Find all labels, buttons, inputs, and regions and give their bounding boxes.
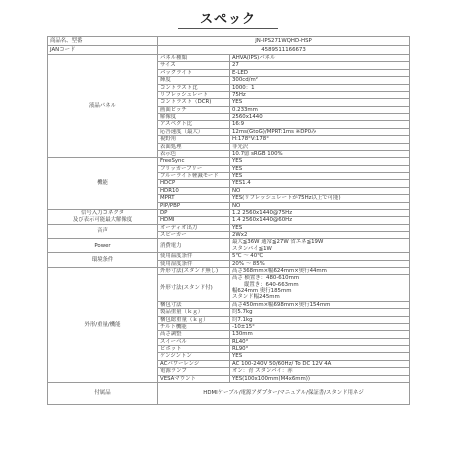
spec-value: YES: [230, 165, 410, 172]
spec-item: オーディオ出力: [158, 224, 230, 231]
stand-dim-line: 幅624mm 奥行185mm: [232, 288, 292, 294]
spec-value: 10.7億 sRGB 100%: [230, 150, 410, 157]
spec-item: HDCP: [158, 180, 230, 187]
spec-value: NO: [230, 202, 410, 209]
spec-value: 300cd/m²: [230, 77, 410, 84]
spec-value: 5℃ ～ 40℃: [230, 253, 410, 260]
spec-value: 2Wx2: [230, 232, 410, 239]
spec-item: HDR10: [158, 187, 230, 194]
spec-value: RL90°: [230, 346, 410, 353]
spec-item: パネル種類: [158, 55, 230, 62]
category-environment: 環境条件: [48, 253, 158, 268]
spec-item: 画面ピッチ: [158, 106, 230, 113]
spec-value: 1000：1: [230, 84, 410, 91]
stand-dim-line: 縦置き：640-663mm: [232, 281, 299, 288]
table-row-accessories: [48, 382, 410, 404]
spec-item: 消費電力: [158, 239, 230, 253]
spec-value: YES: [230, 224, 410, 231]
spec-table: [47, 36, 410, 405]
table-row-jan: [48, 46, 410, 55]
spec-value: YES: [230, 173, 410, 180]
category-power: Power: [48, 239, 158, 253]
spec-value: オン：青 スタンバイ：赤: [230, 368, 410, 375]
spec-item: バックライト: [158, 69, 230, 76]
spec-value: 16:9: [230, 121, 410, 128]
table-row: [48, 224, 410, 231]
category-physical: 外形/重量/機能: [48, 267, 158, 382]
spec-item: 梱包総重量（ｋｇ）: [158, 316, 230, 323]
table-row: [48, 267, 410, 274]
product-name-label: 商品名、型番: [48, 37, 158, 46]
spec-value: 12ms(GtoG)/MPRT:1ms ※DP0み: [230, 128, 410, 135]
spec-value: [230, 239, 410, 253]
spec-item: アスペクト比: [158, 121, 230, 128]
spec-item: MPRT: [158, 195, 230, 202]
spec-value: H:178°V:178°: [230, 136, 410, 143]
spec-value: AHVA(IPS)パネル: [230, 55, 410, 62]
category-lcd: 液晶パネル: [48, 55, 158, 158]
spec-item: チルト機能: [158, 323, 230, 330]
spec-value: 1.2 2560x1440@75Hz: [230, 209, 410, 216]
category-inputs-line1: 信号入力コネクタ: [80, 210, 125, 217]
spec-item: リフレッシュレート: [158, 91, 230, 98]
spec-item: VESAマウント: [158, 375, 230, 382]
spec-value: 高さ368mm×幅624mm×奥行44mm: [230, 267, 410, 274]
spec-item: コントラスト（DCR): [158, 99, 230, 106]
spec-item: ピボット: [158, 346, 230, 353]
table-row-product-name: [48, 37, 410, 46]
spec-value: [230, 275, 410, 302]
spec-item: 外形寸法(スタンド無し): [158, 267, 230, 274]
spec-value: 約7.1kg: [230, 316, 410, 323]
category-inputs-line2: 及び表示可能最大解像度: [72, 216, 133, 223]
spec-value: E-LED: [230, 69, 410, 76]
spec-item: DP: [158, 209, 230, 216]
spec-value: 1.4 2560x1440@60Hz: [230, 217, 410, 224]
category-features: 機能: [48, 158, 158, 210]
table-row: [48, 209, 410, 216]
stand-dim-line: スタンド幅245mm: [232, 294, 280, 301]
spec-item: 表面処理: [158, 143, 230, 150]
spec-item: 電源ランプ: [158, 368, 230, 375]
accessories-value: HDMIケーブル/電源アダプター/マニュアル/保証書/スタンド用ネジ: [158, 382, 410, 404]
product-name-value: JN-IPS271WQHD-HSP: [158, 37, 410, 46]
spec-item: 応答速度（最大）: [158, 128, 230, 135]
spec-value: YES1.4: [230, 180, 410, 187]
spec-item: PIP/PBP: [158, 202, 230, 209]
spec-item: FreeSync: [158, 158, 230, 165]
spec-item: 使用湿度条件: [158, 260, 230, 267]
spec-value: YES: [230, 353, 410, 360]
spec-item: フリッカーフリー: [158, 165, 230, 172]
spec-value: YES: [230, 158, 410, 165]
category-audio: 音声: [48, 224, 158, 239]
spec-value: 27: [230, 62, 410, 69]
spec-item: 使用温度条件: [158, 253, 230, 260]
spec-value: 0.233mm: [230, 106, 410, 113]
spec-value: YES(100x100mm(M4x6mm)): [230, 375, 410, 382]
spec-value: 非光沢: [230, 143, 410, 150]
stand-dim-line: 高さ 横置き：480-610mm: [232, 275, 300, 282]
spec-item: 製品重量（ｋｇ）: [158, 309, 230, 316]
spec-value: 20% ～ 85%: [230, 260, 410, 267]
spec-value: 75Hz: [230, 91, 410, 98]
spec-item: コントラスト比: [158, 84, 230, 91]
table-row: [48, 253, 410, 260]
power-value-line2: スタンバイ≦1W: [232, 245, 272, 252]
table-row: [48, 239, 410, 253]
category-accessories: 付属品: [48, 382, 158, 404]
spec-item: 視野角: [158, 136, 230, 143]
spec-item: ブルーライト軽減モード: [158, 173, 230, 180]
spec-item: ACパワーレンジ: [158, 360, 230, 367]
spec-value: 約5.7kg: [230, 309, 410, 316]
spec-item: 梱包寸法: [158, 301, 230, 308]
spec-value: RL40°: [230, 338, 410, 345]
spec-item: HDMI: [158, 217, 230, 224]
title-underline: [178, 28, 278, 29]
spec-item: サイズ: [158, 62, 230, 69]
jan-value: 4589511166673: [158, 46, 410, 55]
table-row: [48, 158, 410, 165]
spec-item: 表示色: [158, 150, 230, 157]
spec-value: YES: [230, 99, 410, 106]
spec-item: 解像度: [158, 114, 230, 121]
power-value-line1: 最大≦36W 通常≦27W 省エネ≦19W: [232, 239, 324, 246]
table-row: [48, 55, 410, 62]
spec-item: スピーカー: [158, 232, 230, 239]
spec-item: 輝度: [158, 77, 230, 84]
spec-item: 高さ調整: [158, 331, 230, 338]
spec-value: -10±15°: [230, 323, 410, 330]
jan-label: JANコード: [48, 46, 158, 55]
category-inputs: [48, 209, 158, 224]
spec-item: スイーベル: [158, 338, 230, 345]
spec-value: YES(リフレッシュレートが75Hz以上で可能): [230, 195, 410, 202]
spec-value: AC 100-240V 50/60Hz/ To DC 12V 4A: [230, 360, 410, 367]
spec-item: ケンジントン: [158, 353, 230, 360]
spec-value: NO: [230, 187, 410, 194]
spec-value: 130mm: [230, 331, 410, 338]
spec-value: 2560x1440: [230, 114, 410, 121]
spec-value: 高さ450mm×幅698mm×奥行154mm: [230, 301, 410, 308]
page-title: スペック: [199, 12, 256, 27]
spec-item: 外形寸法(スタンド付): [158, 275, 230, 302]
